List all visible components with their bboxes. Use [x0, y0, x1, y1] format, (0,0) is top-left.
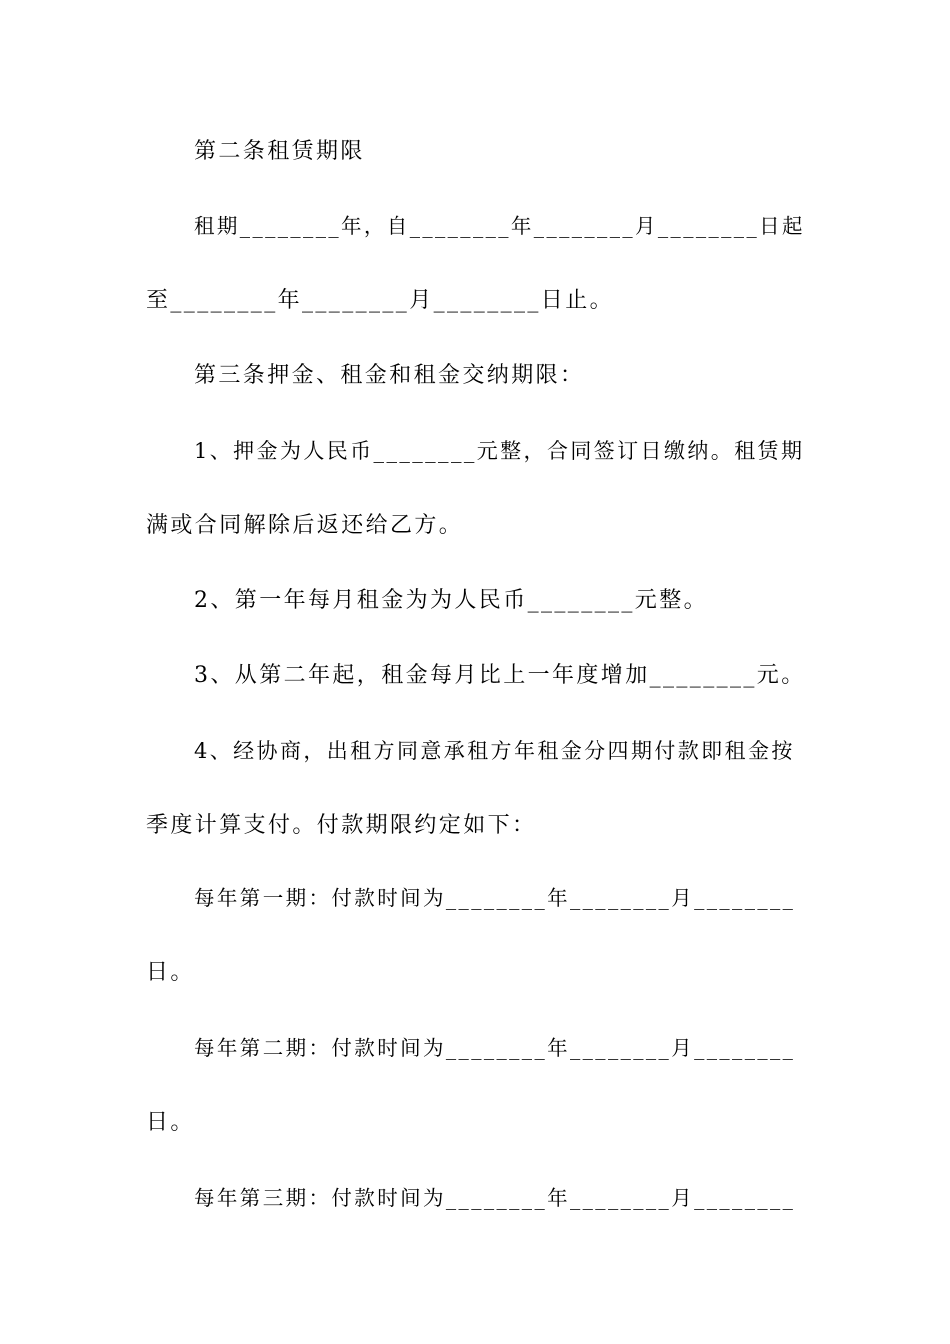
paragraph-line: 4、经协商，出租方同意承租方年租金分四期付款即租金按 — [194, 739, 795, 763]
paragraph-line: 日。 — [146, 960, 195, 985]
paragraph-line: 至________年________月________日止。 — [146, 288, 615, 313]
paragraph-line: 满或合同解除后返还给乙方。 — [146, 513, 464, 538]
paragraph-line: 1、押金为人民币________元整，合同签订日缴纳。租赁期 — [194, 439, 805, 463]
section-heading-deposit-rent: 第三条押金、租金和租金交纳期限： — [194, 363, 585, 388]
paragraph-line: 3、从第二年起，租金每月比上一年度增加________元。 — [194, 663, 806, 688]
paragraph-line: 租期________年，自________年________月________日起 — [194, 214, 805, 238]
paragraph-line: 2、第一年每月租金为为人民币________元整。 — [194, 588, 708, 613]
payment-period-line: 每年第三期：付款时间为________年________月________ — [194, 1186, 796, 1210]
paragraph-line: 季度计算支付。付款期限约定如下： — [146, 813, 537, 838]
payment-period-line: 每年第一期：付款时间为________年________月________ — [194, 886, 796, 910]
payment-period-line: 每年第二期：付款时间为________年________月________ — [194, 1036, 796, 1060]
paragraph-line: 日。 — [146, 1110, 195, 1135]
section-heading-term: 第二条租赁期限 — [194, 139, 365, 164]
